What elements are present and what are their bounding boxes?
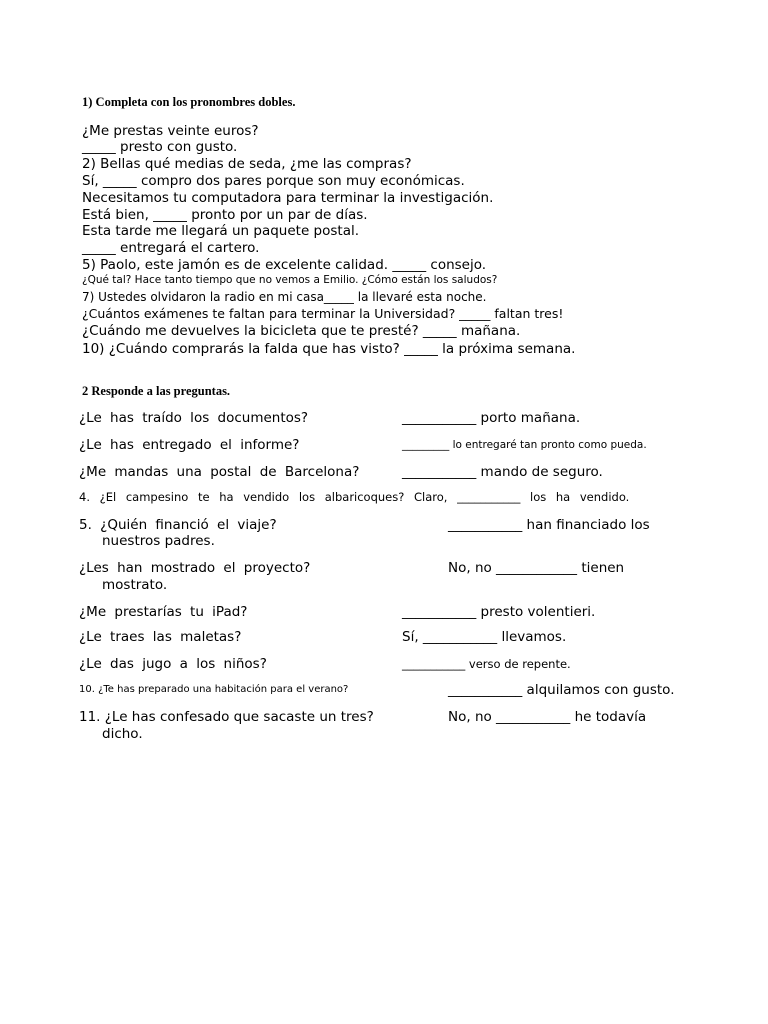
s1-line-7: Esta tarde me llegará un paquete postal. [82,223,360,239]
s2-question-3: ¿Me mandas una postal de Barcelona? [79,464,360,480]
s2-answer-7: ___________ presto volentieri. [402,604,596,620]
s2-question-5: 5. ¿Quién financió el viaje? [79,517,277,533]
s2-answer-9: ___________ verso de repente. [402,657,571,671]
s2-question-1: ¿Le has traído los documentos? [79,410,309,426]
s1-line-6: Está bien, _____ pronto por un par de días. [82,207,368,223]
s2-question-8: ¿Le traes las maletas? [79,629,242,645]
s2-question-11: 11. ¿Le has confesado que sacaste un tres? [79,709,374,725]
s1-line-12: ¿Cuántos exámenes te faltan para terminar la Universidad? _____ faltan tres! [82,306,564,321]
s1-line-13: ¿Cuándo me devuelves la bicicleta que te presté? _____ mañana. [82,323,521,339]
s2-question-10: 10. ¿Te has preparado una habitación para el verano? [79,684,349,695]
s1-line-14: 10) ¿Cuándo comprarás la falda que has visto? _____ la próxima semana. [82,341,576,357]
s2-answer-1: ___________ porto mañana. [402,410,581,426]
s1-line-8: _____ entregará el cartero. [82,240,260,256]
s2-question-7: ¿Me prestarías tu iPad? [79,604,248,620]
s2-answer-11: No, no ___________ he todavía [448,709,647,725]
s2-question-9: ¿Le das jugo a los niños? [79,656,267,672]
s2-answer-6-cont: mostrato. [102,577,168,593]
s1-line-5: Necesitamos tu computadora para terminar la investigación. [82,190,494,206]
s1-line-4: Sí, _____ compro dos pares porque son muy económicas. [82,173,465,189]
s2-answer-5: ___________ han financiado los [448,517,650,533]
s2-answer-10: ___________ alquilamos con gusto. [448,682,675,698]
s1-line-3: 2) Bellas qué medias de seda, ¿me las compras? [82,156,412,172]
s1-line-10: ¿Qué tal? Hace tanto tiempo que no vemos a Emilio. ¿Cómo están los saludos? [82,274,498,286]
s2-answer-5-cont: nuestros padres. [102,533,215,549]
s2-answer-2: _________ lo entregaré tan pronto como pueda. [402,439,647,451]
s2-question-4: 4. ¿El campesino te ha vendido los albaricoques? Claro, ___________ los ha vendido. [79,490,630,504]
section2-heading: 2 Responde a las preguntas. [82,384,231,398]
s2-answer-11-cont: dicho. [102,726,143,742]
s2-answer-3: ___________ mando de seguro. [402,464,603,480]
s1-line-11: 7) Ustedes olvidaron la radio en mi casa_____ la llevaré esta noche. [82,290,487,304]
s1-line-2: _____ presto con gusto. [82,139,238,155]
section1-heading: 1) Completa con los pronombres dobles. [82,95,296,109]
s2-answer-6: No, no ____________ tienen [448,560,625,576]
s2-question-2: ¿Le has entregado el informe? [79,437,300,453]
s1-line-1: ¿Me prestas veinte euros? [82,123,259,139]
s2-answer-8: Sí, ___________ llevamos. [402,629,567,645]
s1-line-9: 5) Paolo, este jamón es de excelente calidad. _____ consejo. [82,257,487,273]
s2-question-6: ¿Les han mostrado el proyecto? [79,560,311,576]
